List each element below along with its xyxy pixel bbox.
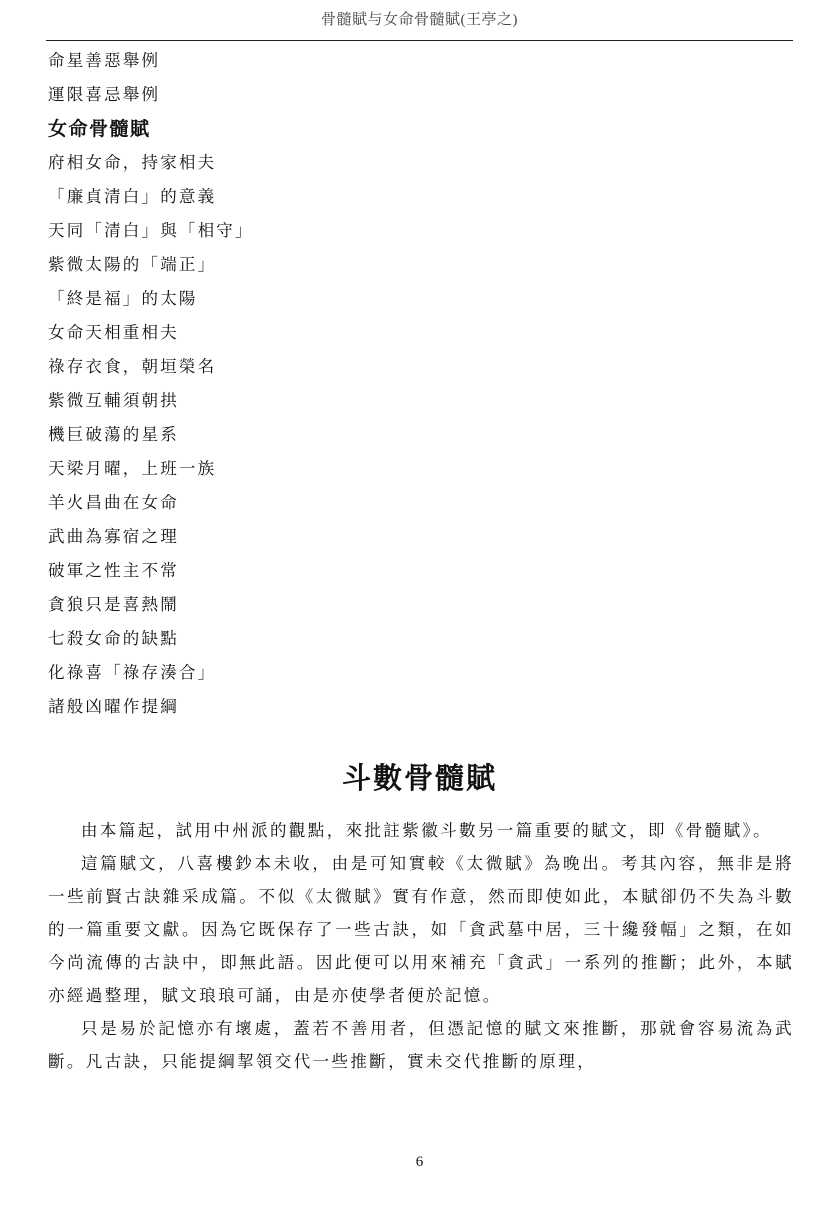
toc-item: 機巨破蕩的星系: [48, 425, 179, 444]
toc-item: 「廉貞清白」的意義: [48, 187, 217, 206]
toc-item: 「終是福」的太陽: [48, 289, 198, 308]
toc-item: 諸般凶曜作提綱: [48, 697, 179, 716]
toc-item: 七殺女命的缺點: [48, 629, 179, 648]
toc-item: 紫微太陽的「端正」: [48, 255, 217, 274]
toc-item: 化祿喜「祿存湊合」: [48, 663, 217, 682]
table-of-contents: [48, 44, 648, 724]
toc-item: 府相女命，持家相夫: [48, 153, 217, 172]
header-rule: [46, 40, 793, 41]
body-paragraph: 這篇賦文，八喜樓鈔本未收，由是可知實較《太微賦》為晚出。考其內容，無非是將一些前賢古訣雜采成篇。不似《太微賦》實有作意，然而即使如此，本賦卻仍不失為斗數的一篇重要文獻。因為它既保存了一些古訣，如「貪武墓中居，三十纔發幅」之類，在如今尚流傳的古訣中，即無此語。因此便可以用來補充「貪武」一系列的推斷；此外，本賦亦經過整理，賦文琅琅可誦，由是亦使學者便於記憶。: [48, 854, 794, 1005]
section-title: 斗數骨髓賦: [341, 761, 497, 795]
toc-heading: 女命骨髓賦: [48, 118, 151, 140]
toc-item: 祿存衣食，朝垣榮名: [48, 357, 217, 376]
toc-item: 天同「清白」與「相守」: [48, 221, 254, 240]
toc-item: 貪狼只是喜熱鬧: [48, 595, 179, 614]
toc-item: 命星善惡舉例: [48, 51, 161, 70]
toc-item: 女命天相重相夫: [48, 323, 179, 342]
page-number: 6: [415, 1154, 424, 1170]
toc-item: 武曲為寡宿之理: [48, 527, 179, 546]
toc-item: 運限喜忌舉例: [48, 85, 161, 104]
toc-item: 天梁月曜，上班一族: [48, 459, 217, 478]
body-paragraph: 由本篇起，試用中州派的觀點，來批註紫徽斗數另一篇重要的賦文，即《骨髓賦》。: [81, 821, 773, 840]
toc-item: 破軍之性主不常: [48, 561, 179, 580]
toc-item: 紫微互輔須朝拱: [48, 391, 179, 410]
running-header: 骨髓賦与女命骨髓賦(王亭之): [321, 12, 518, 28]
toc-item: 羊火昌曲在女命: [48, 493, 179, 512]
body-paragraph: 只是易於記憶亦有壞處，蓋若不善用者，但憑記憶的賦文來推斷，那就會容易流為武斷。凡古訣，只能提綱挈領交代一些推斷，實未交代推斷的原理，: [48, 1019, 794, 1071]
section-body: [48, 814, 794, 1078]
